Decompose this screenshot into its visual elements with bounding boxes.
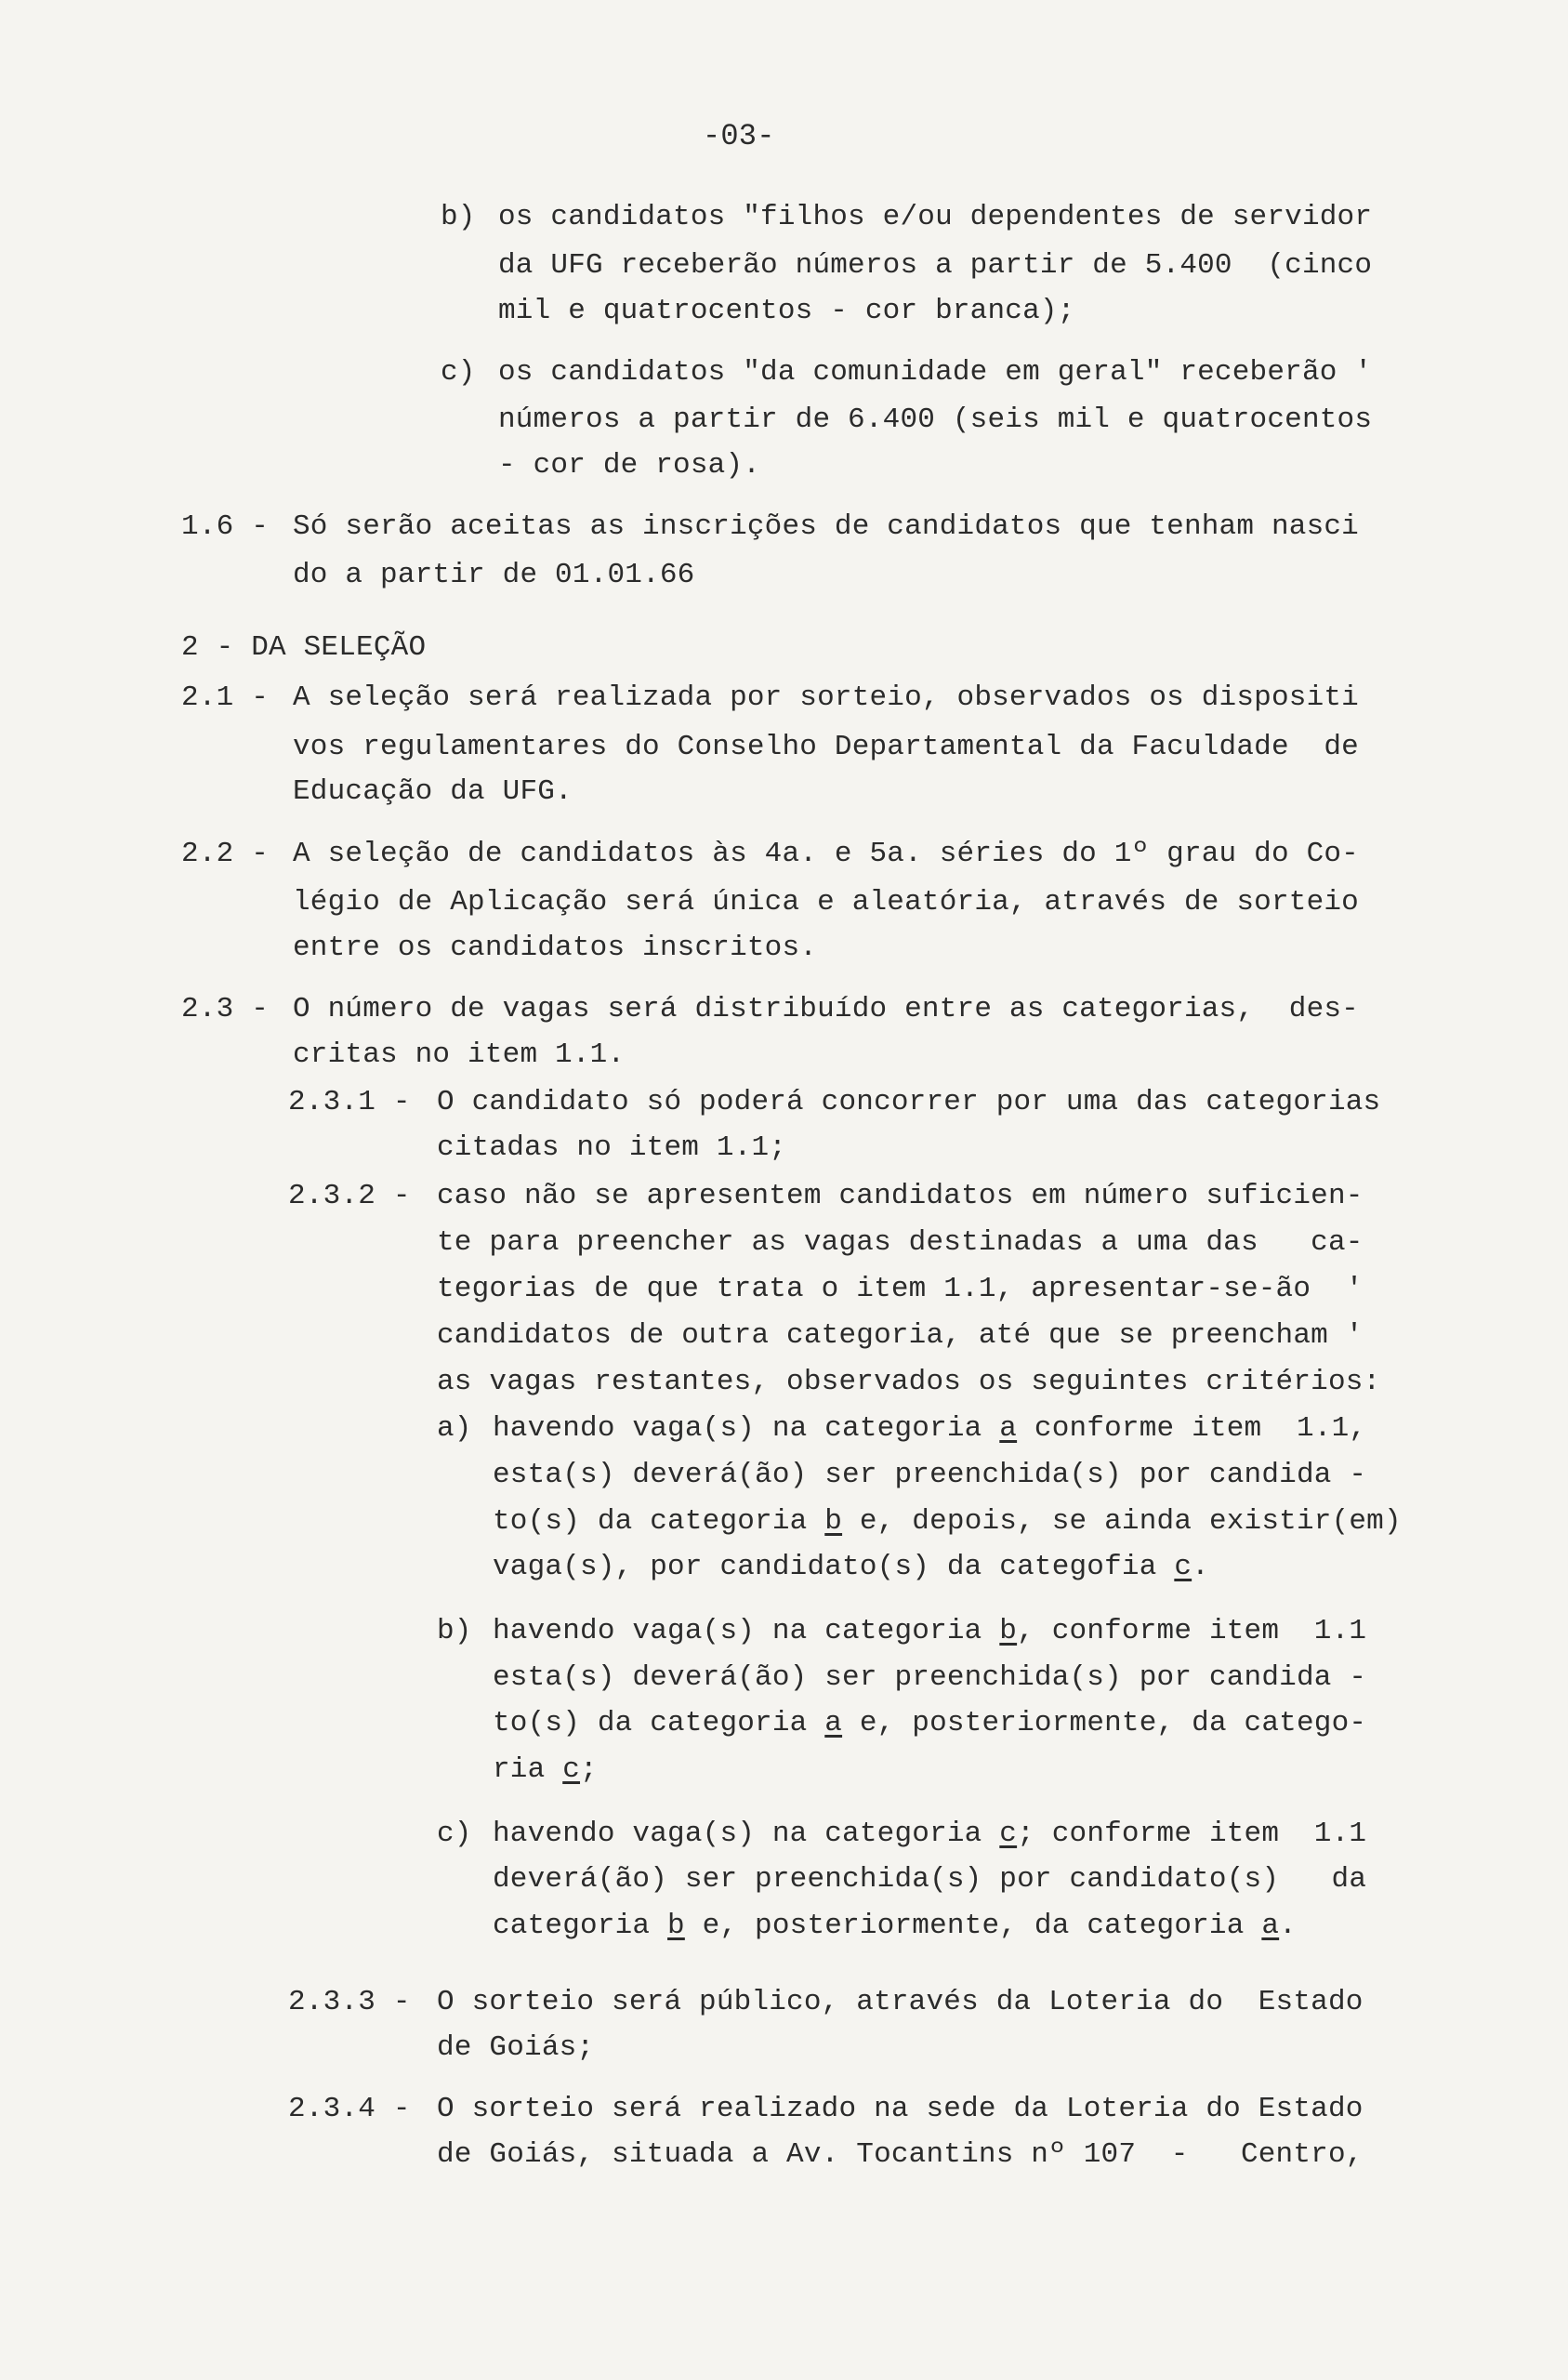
item-2-2-line: A seleção de candidatos às 4a. e 5a. séries do 1º grau do Co- xyxy=(293,838,1359,870)
item-2-3-2-line: te para preencher as vagas destinadas a uma das ca- xyxy=(437,1226,1364,1259)
category-ref: a xyxy=(999,1412,1018,1445)
item-1-5-c-line: números a partir de 6.400 (seis mil e quatrocentos xyxy=(498,403,1373,436)
item-1-6-number: 1.6 - xyxy=(181,510,270,543)
item-2-2-number: 2.2 - xyxy=(181,838,270,870)
item-2-1-line: Educação da UFG. xyxy=(293,775,573,808)
category-ref: c xyxy=(999,1818,1018,1850)
category-ref: a xyxy=(824,1707,843,1739)
item-1-6-line: do a partir de 01.01.66 xyxy=(293,559,695,591)
item-2-3-3-line: de Goiás; xyxy=(437,2031,595,2064)
item-2-2-line: légio de Aplicação será única e aleatória, através de sorteio xyxy=(293,886,1359,919)
item-1-5-b-line: os candidatos "filhos e/ou dependentes de servidor xyxy=(498,201,1373,233)
item-1-6-line: Só serão aceitas as inscrições de candidatos que tenham nasci xyxy=(293,510,1359,543)
category-ref: b xyxy=(999,1615,1018,1647)
item-2-3-4-line: O sorteio será realizado na sede da Loteria do Estado xyxy=(437,2093,1364,2125)
item-2-3-3-line: O sorteio será público, através da Loteria do Estado xyxy=(437,1986,1364,2018)
item-2-3-2-a-label: a) xyxy=(437,1412,472,1445)
item-2-3-1-number: 2.3.1 - xyxy=(288,1086,411,1118)
item-2-3-2-b-line: to(s) da categoria a e, posteriormente, da catego- xyxy=(493,1707,1367,1739)
item-2-3-2-a-line: to(s) da categoria b e, depois, se ainda existir(em) xyxy=(493,1505,1402,1538)
category-ref: c xyxy=(562,1753,581,1786)
item-2-3-4-number: 2.3.4 - xyxy=(288,2093,411,2125)
item-1-5-b-line: mil e quatrocentos - cor branca); xyxy=(498,295,1075,327)
item-1-5-b-label: b) xyxy=(441,201,476,233)
item-2-3-2-a-line: esta(s) deverá(ão) ser preenchida(s) por candida - xyxy=(493,1459,1367,1491)
item-1-5-c-line: os candidatos "da comunidade em geral" receberão ' xyxy=(498,356,1373,389)
item-2-3-2-line: as vagas restantes, observados os seguintes critérios: xyxy=(437,1366,1381,1398)
item-2-3-1-line: O candidato só poderá concorrer por uma das categorias xyxy=(437,1086,1381,1118)
item-2-3-2-line: candidatos de outra categoria, até que se preencham ' xyxy=(437,1319,1364,1352)
item-2-3-2-c-line: havendo vaga(s) na categoria c; conforme item 1.1 xyxy=(493,1818,1367,1850)
item-2-3-2-c-line: categoria b e, posteriormente, da categoria a. xyxy=(493,1910,1297,1942)
item-2-3-1-line: citadas no item 1.1; xyxy=(437,1131,787,1164)
item-2-3-2-line: caso não se apresentem candidatos em número suficien- xyxy=(437,1180,1364,1212)
item-2-3-2-line: tegorias de que trata o item 1.1, apresentar-se-ão ' xyxy=(437,1273,1364,1305)
item-2-1-line: vos regulamentares do Conselho Departamental da Faculdade de xyxy=(293,731,1359,763)
item-1-5-c-label: c) xyxy=(441,356,476,389)
item-2-3-2-a-line: havendo vaga(s) na categoria a conforme item 1.1, xyxy=(493,1412,1367,1445)
item-1-5-b-line: da UFG receberão números a partir de 5.400 (cinco xyxy=(498,249,1373,282)
item-2-3-2-number: 2.3.2 - xyxy=(288,1180,411,1212)
category-ref: c xyxy=(1174,1551,1192,1583)
item-2-3-2-b-line: ria c; xyxy=(493,1753,598,1786)
item-2-3-2-b-label: b) xyxy=(437,1615,472,1647)
item-2-1-number: 2.1 - xyxy=(181,681,270,714)
item-2-3-2-c-label: c) xyxy=(437,1818,472,1850)
page-number: -03- xyxy=(703,119,775,153)
item-2-2-line: entre os candidatos inscritos. xyxy=(293,932,818,964)
item-2-3-2-b-line: esta(s) deverá(ão) ser preenchida(s) por candida - xyxy=(493,1661,1367,1694)
section-2-heading: 2 - DA SELEÇÃO xyxy=(181,631,427,664)
item-2-3-4-line: de Goiás, situada a Av. Tocantins nº 107 - Centro, xyxy=(437,2138,1364,2171)
item-2-3-line: critas no item 1.1. xyxy=(293,1038,626,1071)
item-2-3-2-a-line: vaga(s), por candidato(s) da categofia c. xyxy=(493,1551,1209,1583)
item-2-3-2-c-line: deverá(ão) ser preenchida(s) por candidato(s) da xyxy=(493,1863,1367,1896)
item-1-5-c-line: - cor de rosa). xyxy=(498,449,761,482)
category-ref: a xyxy=(1261,1910,1280,1942)
item-2-3-number: 2.3 - xyxy=(181,993,270,1025)
item-2-1-line: A seleção será realizada por sorteio, observados os dispositi xyxy=(293,681,1359,714)
item-2-3-2-b-line: havendo vaga(s) na categoria b, conforme item 1.1 xyxy=(493,1615,1367,1647)
category-ref: b xyxy=(824,1505,843,1538)
item-2-3-line: O número de vagas será distribuído entre as categorias, des- xyxy=(293,993,1359,1025)
category-ref: b xyxy=(667,1910,685,1942)
item-2-3-3-number: 2.3.3 - xyxy=(288,1986,411,2018)
